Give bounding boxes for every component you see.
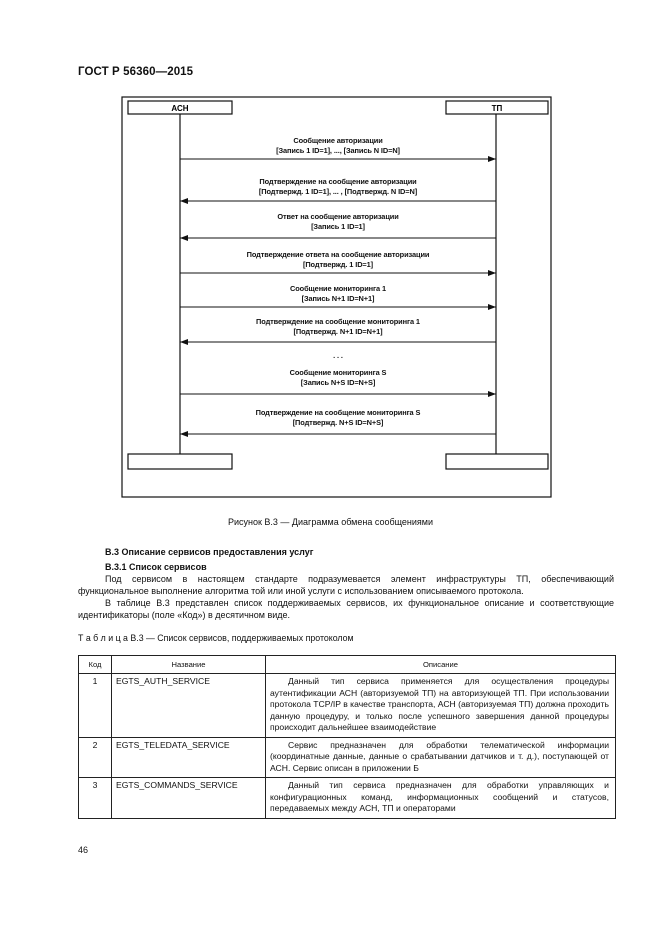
message-label-5: Сообщение мониторинга 1 [Запись N+1 ID=N+1] bbox=[290, 284, 386, 303]
paragraph-1: Под сервисом в настоящем стандарте подразумевается элемент инфраструктуры ТП, обеспечивающий функциональное выполнение алгоритма той или иной услуги с использованием описываемого протокола. bbox=[78, 574, 614, 596]
section-heading: В.3 Описание сервисов предоставления услуг bbox=[105, 547, 314, 557]
cell-name: EGTS_TELEDATA_SERVICE bbox=[112, 737, 266, 778]
cell-code: 2 bbox=[79, 737, 112, 778]
table-caption: Т а б л и ц а В.3 — Список сервисов, поддерживаемых протоколом bbox=[78, 633, 354, 643]
cell-code: 1 bbox=[79, 674, 112, 738]
cell-name: EGTS_COMMANDS_SERVICE bbox=[112, 778, 266, 819]
paragraph-2: В таблице В.3 представлен список поддерживаемых сервисов, их функциональное описание и соответствующие идентификаторы (поле «Код») в десятичном виде. bbox=[78, 598, 614, 620]
cell-code: 3 bbox=[79, 778, 112, 819]
services-table bbox=[78, 655, 616, 819]
cell-description: Данный тип сервиса предназначен для обработки управляющих и конфигурационных команд, информационных сообщений и статусов, передаваемых между АСН, ТП и операторами bbox=[266, 778, 616, 819]
message-label-8: Подтверждение на сообщение мониторинга S [Подтвержд. N+S ID=N+S] bbox=[255, 408, 421, 427]
left-entity-box-bottom bbox=[128, 454, 232, 469]
subsection-heading: В.3.1 Список сервисов bbox=[105, 562, 207, 572]
cell-name: EGTS_AUTH_SERVICE bbox=[112, 674, 266, 738]
message-label-2: Подтверждение на сообщение авторизации [Подтвержд. 1 ID=1], ... , [Подтвержд. N ID=N] bbox=[258, 177, 418, 196]
document-header-title: ГОСТ Р 56360—2015 bbox=[78, 66, 194, 78]
table-row bbox=[79, 737, 616, 778]
right-entity-box-bottom bbox=[446, 454, 548, 469]
table-row bbox=[79, 778, 616, 819]
table-row bbox=[79, 674, 616, 738]
message-ellipsis: . . . bbox=[333, 351, 343, 360]
figure-caption: Рисунок В.3 — Диаграмма обмена сообщениями bbox=[227, 517, 434, 527]
message-label-6: Подтверждение на сообщение мониторинга 1 [Подтвержд. N+1 ID=N+1] bbox=[256, 317, 420, 336]
cell-description: Данный тип сервиса применяется для осуществления процедуры аутентификации АСН (авторизуемой ТП) на авторизующей ТП. При использовании протокола TCP/IP в качестве транспорта, АСН (авторизуемая ТП) должна проходить данную процедуру, и только после успешного завершения данной процедуры происходит дальнейшее взаимодействие bbox=[266, 674, 616, 738]
header-name: Название bbox=[112, 656, 266, 674]
table-header-row bbox=[79, 656, 616, 674]
left-entity-label: АСН bbox=[171, 104, 189, 113]
header-description: Описание bbox=[266, 656, 616, 674]
header-code: Код bbox=[79, 656, 112, 674]
page-number: 46 bbox=[78, 845, 89, 855]
message-label-7: Сообщение мониторинга S [Запись N+S ID=N+S] bbox=[289, 368, 387, 387]
message-label-4: Подтверждение ответа на сообщение авторизации [Подтвержд. 1 ID=1] bbox=[246, 250, 430, 269]
message-label-3: Ответ на сообщение авторизации [Запись 1 ID=1] bbox=[277, 212, 399, 231]
cell-description: Сервис предназначен для обработки телематической информации (координатные данные, данные о срабатывании датчиков и т. д.), поступающей от АСН. Сервис описан в приложении Б bbox=[266, 737, 616, 778]
right-entity-label: ТП bbox=[491, 104, 503, 113]
message-label-1: Сообщение авторизации [Запись 1 ID=1], ..., [Запись N ID=N] bbox=[276, 136, 400, 155]
